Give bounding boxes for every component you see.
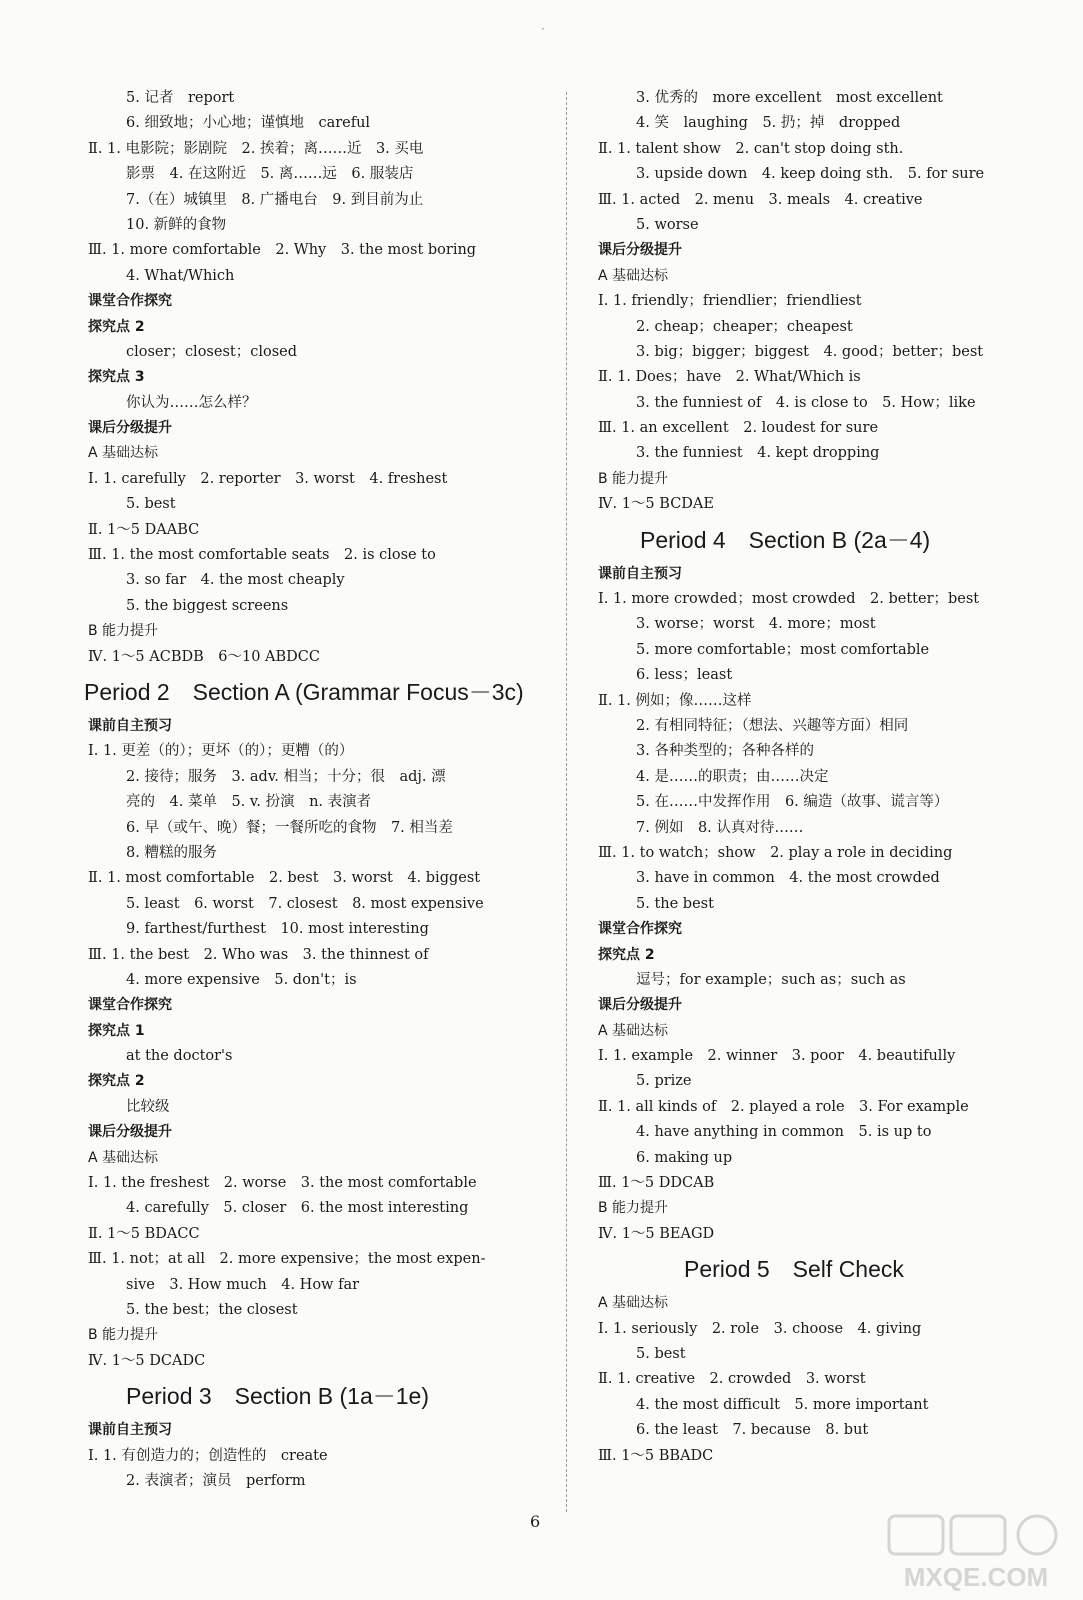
answer-line: 5. 记者 report (126, 90, 235, 106)
level-heading: A 基础达标 (598, 1022, 669, 1039)
answer-line: 5. more comfortable；most comfortable (636, 641, 930, 658)
right-block-1 (598, 86, 1048, 518)
answer-line: 3. big；bigger；biggest 4. good；better；best (636, 343, 984, 360)
answer-line: Ⅲ. 1. not；at all 2. more expensive；the most expen- (88, 1251, 486, 1268)
answer-line: 5. the best；the closest (126, 1301, 298, 1318)
section-heading: 课堂合作探究 (88, 293, 172, 310)
section-heading: 课前自主预习 (88, 1422, 172, 1439)
answer-line: 5. worse (636, 216, 699, 233)
section-heading: 课前自主预习 (88, 717, 172, 734)
answer-line: 6. 早（或午、晚）餐；一餐所吃的食物 7. 相当差 (126, 819, 453, 836)
level-heading: B 能力提升 (598, 470, 669, 487)
column-divider (566, 92, 567, 1512)
level-heading: B 能力提升 (598, 1200, 669, 1217)
subsection-heading: 探究点 2 (88, 318, 145, 335)
answer-line: Ⅱ. 1. all kinds of 2. played a role 3. For example (598, 1098, 969, 1115)
answer-line: 8. 糟糕的服务 (126, 844, 217, 861)
answer-line: 2. 表演者；演员 perform (126, 1472, 306, 1489)
answer-line: 5. best (126, 496, 176, 513)
level-heading: A 基础达标 (88, 445, 159, 462)
section-heading: 课前自主预习 (598, 565, 682, 582)
subsection-heading: 探究点 1 (88, 1022, 145, 1039)
answer-line: 7. 例如 8. 认真对待…… (636, 819, 804, 836)
answer-line: Ⅱ. 1. Does；have 2. What/Which is (598, 369, 861, 386)
answer-line: Ⅱ. 1. most comfortable 2. best 3. worst 4. biggest (88, 870, 481, 887)
section-heading: 课后分级提升 (598, 242, 682, 259)
answer-line: Ⅱ. 1～5 DAABC (88, 521, 200, 538)
answer-line: 7.（在）城镇里 8. 广播电台 9. 到目前为止 (126, 191, 424, 208)
answer-line: Ⅰ. 1. the freshest 2. worse 3. the most comfortable (88, 1175, 477, 1192)
subsection-heading: 探究点 3 (88, 369, 145, 386)
answer-line: Ⅰ. 1. example 2. winner 3. poor 4. beautifully (598, 1048, 956, 1065)
right-column (598, 86, 1048, 1469)
answer-line: at the doctor's (126, 1048, 233, 1065)
level-heading: A 基础达标 (598, 1295, 669, 1312)
left-column (84, 86, 538, 1494)
answer-line: 4. have anything in common 5. is up to (636, 1124, 932, 1141)
answer-line: 3. 优秀的 more excellent most excellent (636, 90, 943, 106)
answer-line: Ⅳ. 1～5 DCADC (88, 1352, 206, 1369)
answer-line: Ⅱ. 1～5 BDACC (88, 1225, 200, 1242)
answer-line: 2. 有相同特征；（想法、兴趣等方面）相同 (636, 717, 909, 734)
answer-line: 3. 各种类型的；各种各样的 (636, 743, 814, 760)
answer-line: 3. the funniest 4. kept dropping (636, 445, 880, 462)
level-heading: B 能力提升 (88, 623, 159, 640)
left-block-1 (88, 86, 538, 670)
answer-line: sive 3. How much 4. How far (126, 1276, 360, 1293)
watermark-text: MXQE.COM (903, 1562, 1049, 1592)
answer-line: Ⅰ. 1. friendly；friendlier；friendliest (598, 293, 862, 310)
answer-line: 2. 接待；服务 3. adv. 相当；十分；很 adj. 漂 (126, 768, 446, 785)
answer-line: Ⅰ. 1. more crowded；most crowded 2. better；best (598, 591, 980, 608)
answer-line: 3. upside down 4. keep doing sth. 5. for sure (636, 166, 985, 183)
answer-line: 影票 4. 在这附近 5. 离……远 6. 服装店 (126, 166, 414, 183)
answer-line: 4. more expensive 5. don't；is (126, 971, 357, 988)
answer-line: 3. worse；worst 4. more；most (636, 616, 876, 633)
answer-line: 你认为……怎么样？ (126, 394, 257, 411)
answer-line: Ⅲ. 1. an excellent 2. loudest for sure (598, 420, 879, 437)
answer-line: 3. have in common 4. the most crowded (636, 870, 940, 887)
answer-line: Ⅳ. 1～5 ACBDB 6～10 ABDCC (88, 648, 320, 665)
period-2-title: Period 2 Section A (Grammar Focus－3c) (84, 678, 524, 705)
answer-line: Ⅲ. 1. the most comfortable seats 2. is close to (88, 547, 436, 564)
level-heading: A 基础达标 (598, 267, 669, 284)
answer-line: Ⅲ. 1. acted 2. menu 3. meals 4. creative (598, 191, 923, 208)
answer-line: 6. 细致地；小心地；谨慎地 careful (126, 115, 371, 132)
section-heading: 课后分级提升 (88, 420, 172, 437)
answer-line: 2. cheap；cheaper；cheapest (636, 318, 853, 335)
answer-line: Ⅲ. 1～5 BBADC (598, 1447, 714, 1464)
answer-line: Ⅰ. 1. seriously 2. role 3. choose 4. giving (598, 1320, 922, 1337)
answer-line: 逗号；for example；such as；such as (636, 971, 906, 988)
answer-line: 4. 是……的职责；由……决定 (636, 768, 829, 785)
answer-line: 9. farthest/furthest 10. most interesting (126, 921, 429, 938)
subsection-heading: 探究点 2 (598, 946, 655, 963)
answer-line: 5. best (636, 1345, 686, 1362)
period-3-title: Period 3 Section B (1a－1e) (126, 1383, 429, 1410)
section-heading: 课堂合作探究 (598, 921, 682, 938)
answer-line: Ⅲ. 1～5 DDCAB (598, 1175, 715, 1192)
section-heading: 课堂合作探究 (88, 997, 172, 1014)
answer-line: Ⅱ. 1. 例如；像……这样 (598, 692, 752, 709)
answer-line: 6. making up (636, 1149, 733, 1166)
answer-line: Ⅳ. 1～5 BEAGD (598, 1225, 715, 1242)
answer-line: 6. less；least (636, 667, 733, 684)
answer-line: Ⅱ. 1. creative 2. crowded 3. worst (598, 1371, 866, 1388)
right-block-2 (598, 562, 1048, 1248)
answer-line: 6. the least 7. because 8. but (636, 1422, 869, 1439)
left-block-3 (88, 1418, 538, 1494)
answer-line: Ⅰ. 1. 有创造力的；创造性的 create (88, 1447, 328, 1464)
answer-line: Ⅰ. 1. 更差（的）；更坏（的）；更糟（的） (88, 743, 354, 760)
answer-line: 5. the biggest screens (126, 597, 289, 614)
section-heading: 课后分级提升 (598, 997, 682, 1014)
page-number: 6 (530, 1512, 541, 1531)
answer-line: Ⅱ. 1. talent show 2. can't stop doing sth. (598, 140, 904, 157)
level-heading: B 能力提升 (88, 1327, 159, 1344)
answer-line: Ⅳ. 1～5 BCDAE (598, 496, 714, 513)
left-block-2 (88, 714, 538, 1374)
answer-line: 4. 笑 laughing 5. 扔；掉 dropped (636, 115, 901, 132)
answer-line: 3. so far 4. the most cheaply (126, 572, 345, 589)
answer-line: 4. carefully 5. closer 6. the most interesting (126, 1200, 469, 1217)
answer-line: 3. the funniest of 4. is close to 5. How；like (636, 394, 976, 411)
answer-line: 4. the most difficult 5. more important (636, 1396, 929, 1413)
watermark-logo (881, 1512, 1071, 1594)
top-dot: · (541, 22, 545, 36)
subsection-heading: 探究点 2 (88, 1073, 145, 1090)
period-5-title: Period 5 Self Check (684, 1256, 904, 1283)
answer-line: Ⅱ. 1. 电影院；影剧院 2. 挨着；离……近 3. 买电 (88, 140, 424, 157)
level-heading: A 基础达标 (88, 1149, 159, 1166)
section-heading: 课后分级提升 (88, 1124, 172, 1141)
answer-line: Ⅲ. 1. more comfortable 2. Why 3. the most boring (88, 242, 477, 259)
period-4-title: Period 4 Section B (2a－4) (640, 526, 931, 553)
answer-line: Ⅲ. 1. the best 2. Who was 3. the thinnest of (88, 946, 429, 963)
answer-line: 5. least 6. worst 7. closest 8. most expensive (126, 895, 484, 912)
answer-line: 4. What/Which (126, 267, 235, 284)
answer-line: 5. 在……中发挥作用 6. 编造（故事、谎言等） (636, 794, 949, 811)
answer-line: 10. 新鲜的食物 (126, 216, 227, 233)
answer-line: Ⅰ. 1. carefully 2. reporter 3. worst 4. freshest (88, 470, 448, 487)
answer-line: 5. the best (636, 895, 714, 912)
right-block-3 (598, 1291, 1048, 1469)
answer-line: Ⅲ. 1. to watch；show 2. play a role in deciding (598, 844, 953, 861)
answer-line: 比较级 (126, 1098, 170, 1115)
answer-line: 5. prize (636, 1073, 692, 1090)
answer-line: 亮的 4. 菜单 5. v. 扮演 n. 表演者 (126, 794, 372, 811)
answer-line: closer；closest；closed (126, 343, 298, 360)
